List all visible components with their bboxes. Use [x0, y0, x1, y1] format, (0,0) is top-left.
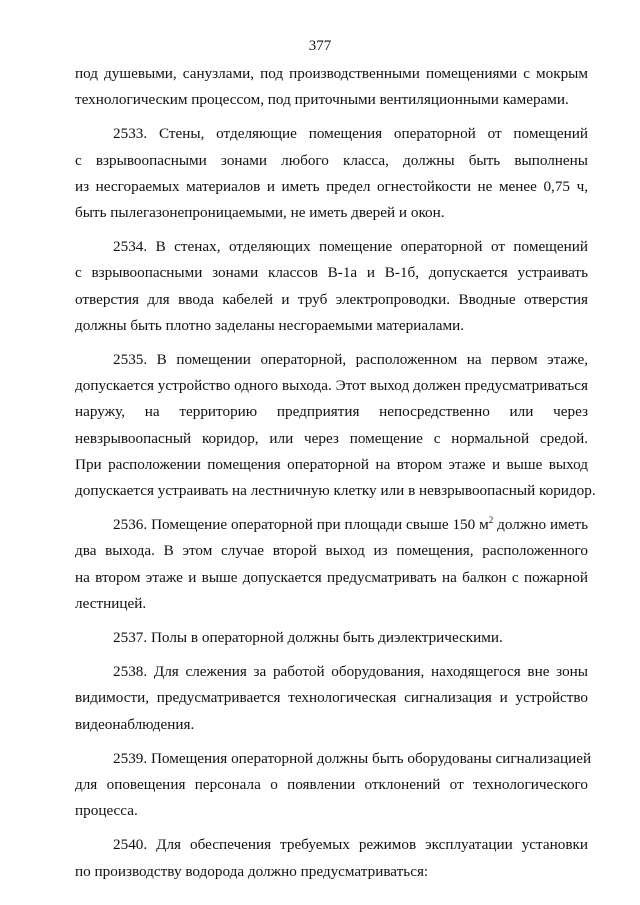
text-line: на втором этаже и выше допускается предусматривать на балкон с пожарной	[75, 568, 588, 586]
text-line: два выхода. В этом случае второй выход из помещения, расположенного	[75, 542, 588, 560]
paragraph-2533	[75, 121, 588, 226]
text-line	[75, 512, 588, 538]
document-body	[75, 61, 596, 885]
text-line: отверстия для ввода кабелей и труб электропроводки. Вводные отверстия	[75, 290, 588, 308]
text-line: 2538. Для слежения за работой оборудования, находящегося вне зоны	[113, 663, 588, 681]
text-line: 2537. Полы в операторной должны быть диэлектрическими.	[113, 629, 503, 647]
text-line: под душевыми, санузлами, под производственными помещениями с мокрым	[75, 65, 588, 82]
paragraph-2536	[75, 512, 588, 617]
text-line: При расположении помещения операторной на втором этаже и выше выход	[75, 455, 588, 473]
text-fragment: 2536. Помещение операторной при площади свыше 150 м	[113, 516, 489, 534]
paragraph-2539	[75, 746, 592, 825]
superscript: 2	[488, 515, 494, 526]
text-fragment: должно иметь	[493, 516, 588, 534]
text-line: лестницей.	[75, 594, 147, 612]
paragraph-2535	[75, 347, 596, 504]
paragraph-2540	[75, 832, 588, 884]
text-line: 2535. В помещении операторной, расположенном на первом этаже,	[113, 351, 588, 369]
text-line: видеонаблюдения.	[75, 715, 195, 733]
text-line: процесса.	[75, 802, 138, 820]
paragraph-2534	[75, 234, 588, 339]
paragraph-2538	[75, 659, 588, 738]
paragraph-continuation	[75, 61, 588, 113]
text-line: с взрывоопасными зонами классов В-1а и В-1б, допускается устраивать	[75, 264, 588, 282]
text-line: технологическим процессом, под приточными вентиляционными камерами.	[75, 91, 569, 109]
text-line: наружу, на территорию предприятия непосредственно или через	[75, 403, 588, 421]
text-line: для оповещения персонала о появлении отклонений от технологического	[75, 776, 588, 794]
text-line: из несгораемых материалов и иметь предел огнестойкости не менее 0,75 ч,	[75, 177, 588, 195]
text-line: видимости, предусматривается технологическая сигнализация и устройство	[75, 689, 588, 707]
paragraph-2537	[75, 625, 588, 651]
text-line: должны быть плотно заделаны несгораемыми материалами.	[75, 316, 465, 334]
text-line: 2533. Стены, отделяющие помещения операторной от помещений	[113, 125, 588, 143]
page-number: 377	[308, 38, 332, 54]
text-line: 2534. В стенах, отделяющих помещение операторной от помещений	[113, 238, 588, 256]
text-line: по производству водорода должно предусматриваться:	[75, 862, 429, 880]
text-line: невзрывоопасный коридор, или через помещение с нормальной средой.	[75, 429, 588, 447]
text-line: допускается устраивать на лестничную клетку или в невзрывоопасный коридор.	[75, 482, 596, 500]
text-line: быть пылегазонепроницаемыми, не иметь дверей и окон.	[75, 204, 445, 222]
text-line: 2540. Для обеспечения требуемых режимов эксплуатации установки	[113, 836, 588, 854]
text-line: допускается устройство одного выхода. Этот выход должен предусматриваться	[75, 377, 588, 395]
text-line: с взрывоопасными зонами любого класса, должны быть выполнены	[75, 151, 588, 169]
text-line: 2539. Помещения операторной должны быть оборудованы сигнализацией	[113, 749, 592, 767]
